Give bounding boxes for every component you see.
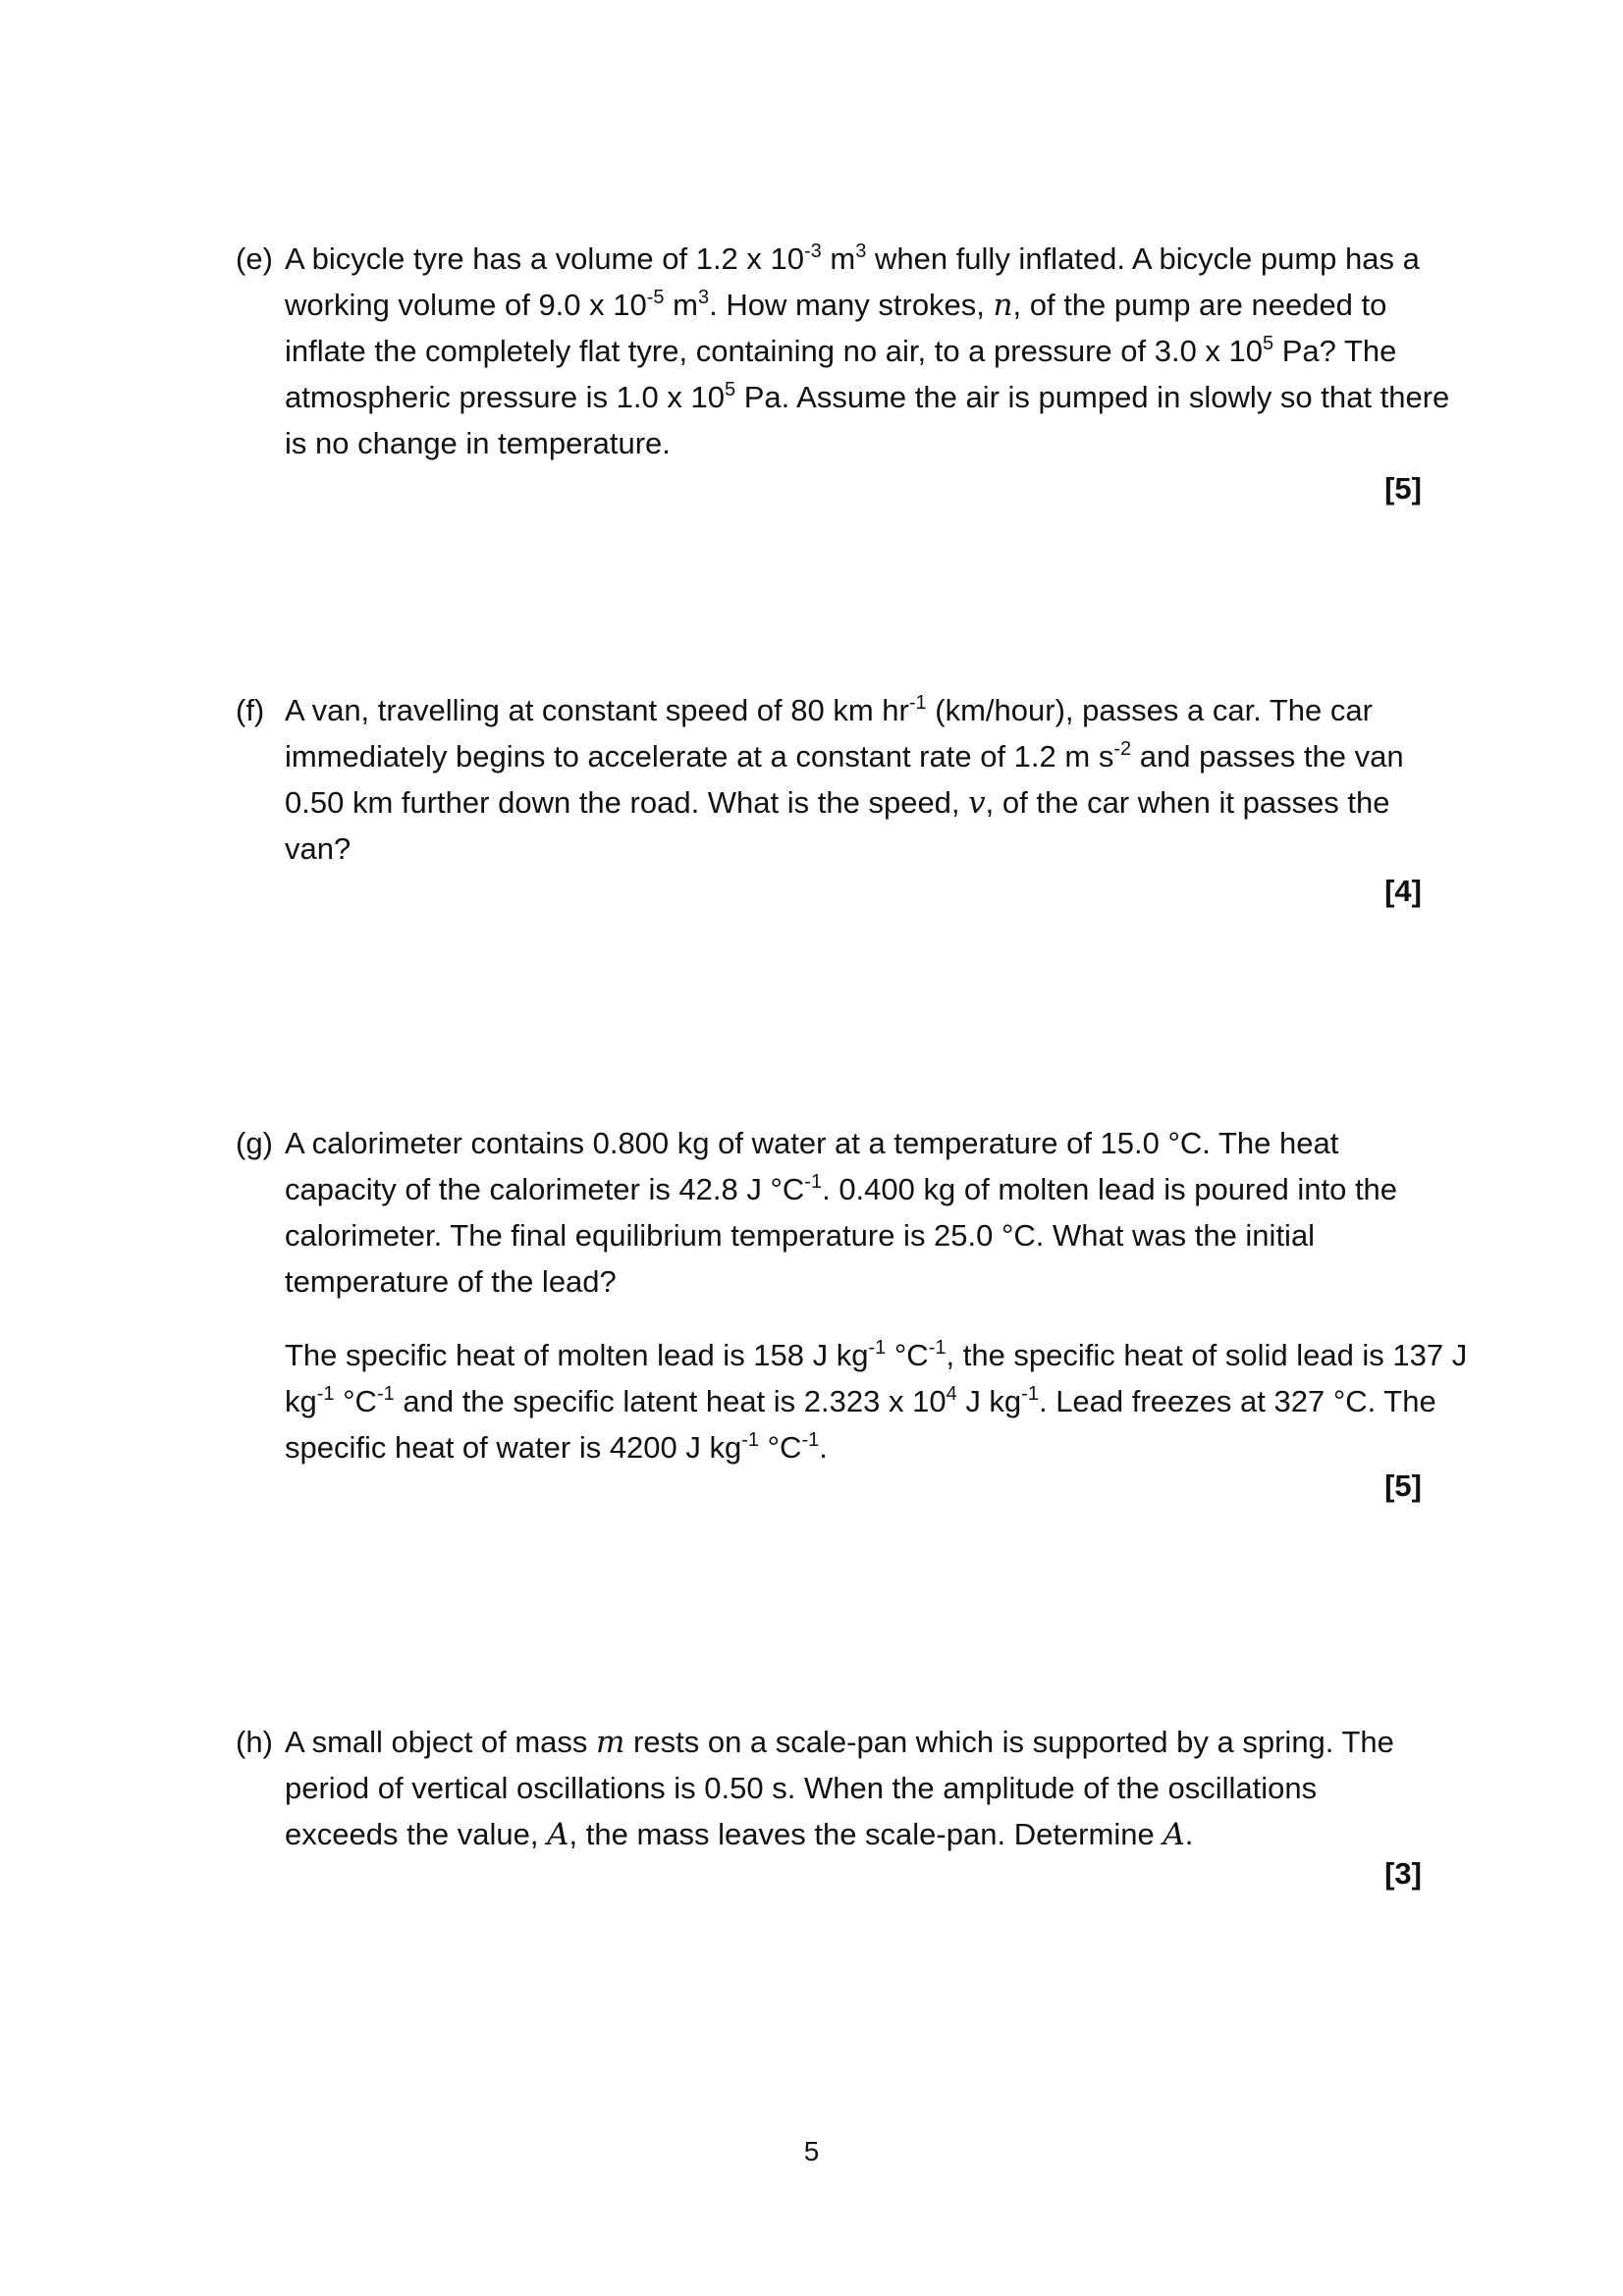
text-line (285, 733, 1443, 779)
text-line (285, 374, 1450, 420)
text-segment: , the mass leaves the scale-pan. Determine (568, 1817, 1163, 1851)
question-label: (g) (236, 1126, 273, 1160)
text-line (285, 779, 1443, 826)
question-text (285, 687, 1443, 872)
text-segment: . 0.400 kg of molten lead is poured into the (822, 1172, 1398, 1206)
text-segment: (km/hour), passes a car. The car (926, 693, 1373, 727)
marks-label: [3] (1384, 1856, 1422, 1891)
text-line (285, 826, 1443, 872)
text-segment: inflate the completely flat tyre, containing no air, to a pressure of 3.0 x 10 (285, 334, 1264, 368)
text-segment: , of the car when it passes the (985, 785, 1390, 820)
superscript: -1 (376, 1383, 395, 1405)
question-f (236, 687, 1443, 908)
text-segment: A calorimeter contains 0.800 kg of water at a temperature of 15.0 °C. The heat (285, 1126, 1339, 1160)
question-g (236, 1120, 1468, 1503)
superscript: -1 (1021, 1383, 1039, 1405)
text-segment: , the specific heat of solid lead is 137 J (946, 1338, 1468, 1372)
text-line (285, 1765, 1443, 1811)
text-segment: exceeds the value, (285, 1817, 548, 1851)
text-segment: calorimeter. The final equilibrium temperature is 25.0 °C. What was the initial (285, 1218, 1316, 1253)
text-segment: specific heat of water is 4200 J kg (285, 1430, 742, 1465)
text-line (285, 1719, 1443, 1765)
text-segment: working volume of 9.0 x 10 (285, 288, 647, 322)
superscript: 5 (1263, 333, 1274, 354)
superscript: -1 (801, 1429, 820, 1451)
text-segment: °C (334, 1384, 377, 1418)
text-segment: A van, travelling at constant speed of 80 km hr (285, 693, 909, 727)
text-segment: atmospheric pressure is 1.0 x 10 (285, 380, 725, 414)
text-segment: is no change in temperature. (285, 426, 671, 460)
text-segment: and passes the van (1131, 739, 1404, 774)
text-segment: m (664, 288, 698, 322)
text-line (285, 1378, 1443, 1424)
marks-label: [5] (1384, 1468, 1422, 1503)
text-segment: A small object of mass (285, 1725, 597, 1759)
superscript: -1 (928, 1337, 947, 1359)
text-segment: van? (285, 831, 352, 866)
question-text (285, 1719, 1443, 1857)
text-segment: A bicycle tyre has a volume of 1.2 x 10 (285, 241, 804, 276)
paragraph-gap (285, 1305, 1443, 1332)
superscript: -1 (868, 1337, 887, 1359)
text-line (285, 1332, 1468, 1378)
text-line (285, 1424, 1443, 1470)
text-segment: 0.50 km further down the road. What is the speed, (285, 785, 969, 820)
question-label: (e) (236, 241, 273, 276)
text-segment: , of the pump are needed to (1012, 288, 1387, 322)
math-variable: v (968, 785, 986, 821)
page-number: 5 (803, 2136, 820, 2166)
text-segment: °C (886, 1338, 929, 1372)
text-segment: . Lead freezes at 327 °C. The (1038, 1384, 1436, 1418)
text-segment: . How many strokes, (709, 288, 994, 322)
text-segment: and the specific latent heat is 2.323 x 10 (394, 1384, 947, 1418)
text-line (285, 1258, 1443, 1305)
question-h (236, 1719, 1443, 1891)
superscript: -1 (316, 1383, 335, 1405)
text-line (285, 420, 1443, 466)
text-line (285, 1811, 1443, 1857)
text-line (285, 1166, 1443, 1212)
text-line (285, 282, 1443, 328)
superscript: -1 (804, 1171, 823, 1193)
text-line (285, 1212, 1443, 1258)
text-segment: Pa. Assume the air is pumped in slowly so that there (735, 380, 1450, 414)
text-segment: Pa? The (1273, 334, 1397, 368)
math-variable: n (993, 288, 1013, 323)
math-variable: A (547, 1817, 569, 1852)
text-segment: kg (285, 1384, 317, 1418)
text-segment: temperature of the lead? (285, 1264, 617, 1299)
text-line (285, 687, 1443, 733)
text-segment: °C (759, 1430, 802, 1465)
superscript: 4 (946, 1383, 957, 1405)
text-line (285, 236, 1443, 282)
question-e (236, 236, 1450, 506)
text-segment: m (821, 241, 856, 276)
question-label: (f) (236, 693, 265, 727)
text-segment: . (1184, 1817, 1194, 1851)
text-segment: rests on a scale-pan which is supported by a spring. The (624, 1725, 1394, 1759)
math-variable: m (596, 1725, 625, 1760)
superscript: -3 (804, 240, 822, 262)
math-variable: A (1163, 1817, 1185, 1852)
question-text (285, 1120, 1468, 1470)
question-text (285, 236, 1450, 466)
superscript: -1 (741, 1429, 760, 1451)
text-segment: The specific heat of molten lead is 158 J kg (285, 1338, 869, 1372)
text-segment: immediately begins to accelerate at a constant rate of 1.2 m s (285, 739, 1114, 774)
superscript: 3 (855, 240, 867, 262)
superscript: 3 (697, 287, 710, 308)
text-segment: period of vertical oscillations is 0.50 s. When the amplitude of the oscillations (285, 1771, 1318, 1805)
superscript: -2 (1113, 738, 1132, 760)
marks-label: [4] (1384, 874, 1422, 908)
superscript: -5 (646, 287, 665, 308)
question-label: (h) (236, 1725, 273, 1759)
marks-label: [5] (1384, 471, 1422, 506)
text-line (285, 1120, 1443, 1166)
text-line (285, 328, 1443, 374)
text-segment: when fully inflated. A bicycle pump has a (866, 241, 1420, 276)
text-segment: capacity of the calorimeter is 42.8 J °C (285, 1172, 805, 1206)
superscript: -1 (908, 692, 927, 714)
text-segment: . (819, 1430, 828, 1465)
text-segment: J kg (956, 1384, 1022, 1418)
superscript: 5 (725, 379, 736, 400)
